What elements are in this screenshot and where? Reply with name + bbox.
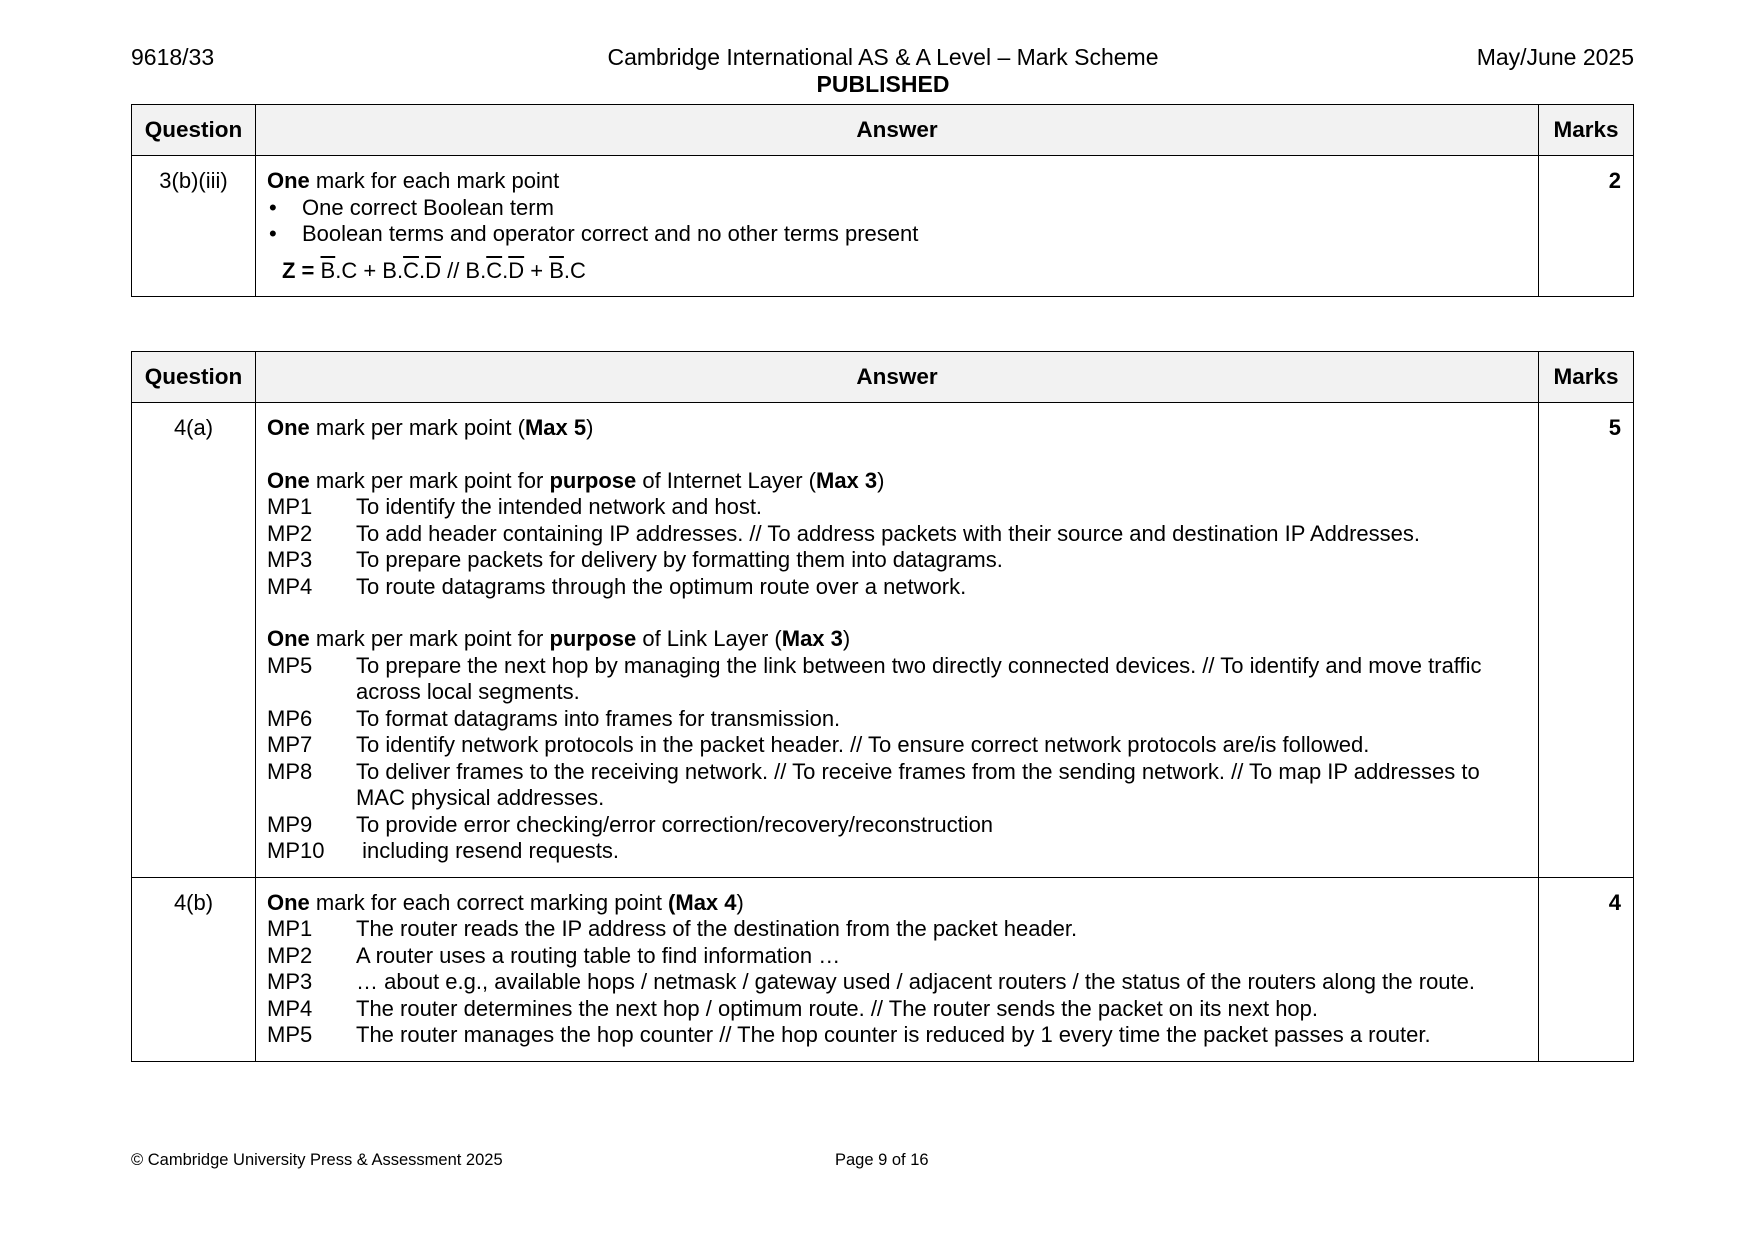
intro-text: mark per mark point ( (309, 415, 525, 440)
mark-point (267, 732, 1528, 759)
expr-lhs: Z = (282, 257, 315, 283)
table-header-row (132, 352, 1634, 403)
question-column-header: Question (132, 352, 256, 403)
expr-not-c: $\overline{C}$ (486, 257, 503, 283)
mark-point-label: MP10 (267, 838, 325, 863)
mark-point (267, 969, 1528, 996)
bullet-text: One correct Boolean term (302, 194, 554, 220)
intro-text: mark for each correct marking point (309, 889, 669, 915)
mark-point-text: To add header containing IP addresses. // To address packets with their source and destination IP Addresses. (356, 520, 1420, 546)
mark-point-label: MP6 (267, 705, 313, 731)
bullet-item (267, 195, 1528, 222)
bold-text: purpose (549, 626, 637, 651)
mark-point-label: MP9 (267, 811, 313, 837)
mark-point-text: To prepare packets for delivery by formatting them into datagrams. (356, 547, 1003, 572)
bold-text: purpose (549, 467, 637, 493)
bullet-icon: • (269, 194, 277, 220)
mark-point-label: MP4 (267, 995, 313, 1021)
mark-point-text: including resend requests. (356, 838, 619, 863)
copyright-footer: © Cambridge University Press & Assessment 2025 (131, 1151, 503, 1169)
heading-text: of Internet Layer ( (636, 467, 816, 493)
heading-text: ) (842, 626, 851, 651)
mark-point (267, 521, 1528, 548)
mark-point-text: To deliver frames to the receiving network. // To receive frames from the sending network. // To map IP addresses to MAC physical addresses. (356, 758, 1480, 810)
marks-value: 5 (1539, 403, 1634, 878)
answer-column-header: Answer (256, 105, 1539, 156)
bold-text: One (267, 467, 310, 493)
expr-not-d: $\overline{D}$ (425, 257, 441, 283)
expr-part: .C (563, 257, 586, 283)
mark-point (267, 996, 1528, 1023)
mark-point-label: MP3 (267, 547, 313, 572)
question-number: 3(b)(iii) (132, 156, 256, 297)
marks-column-header: Marks (1539, 352, 1634, 403)
mark-point (267, 706, 1528, 733)
mark-scheme-table-q4 (131, 351, 1634, 1062)
expr-not-b: $\overline{B}$ (320, 257, 336, 283)
mark-point-label: MP4 (267, 573, 313, 599)
mark-point (267, 1022, 1528, 1049)
mark-point-text: A router uses a routing table to find information … (356, 942, 841, 968)
bullet-text: Boolean terms and operator correct and no other terms present (302, 221, 919, 246)
mark-point-label: MP7 (267, 732, 313, 757)
mark-point (267, 759, 1528, 812)
mark-point (267, 574, 1528, 601)
mark-point-text: The router determines the next hop / optimum route. // The router sends the packet on its next hop. (356, 995, 1319, 1021)
marks-value: 2 (1539, 156, 1634, 297)
expr-part: // B. (440, 257, 487, 283)
internet-layer-heading (267, 468, 1528, 495)
mark-point-text: To format datagrams into frames for transmission. (356, 705, 841, 731)
mark-point-text: … about e.g., available hops / netmask / gateway used / adjacent routers / the status of the routers along the route. (356, 969, 1476, 994)
paper-code: 9618/33 (131, 44, 215, 70)
bold-text: Max 5 (524, 415, 587, 440)
table-row (132, 403, 1634, 878)
mark-point (267, 653, 1528, 706)
mark-point-label: MP3 (267, 969, 313, 994)
bullet-icon: • (269, 221, 277, 246)
mark-point-text: To prepare the next hop by managing the link between two directly connected devices. // To identify and move traffic across local segments. (356, 652, 1482, 704)
expr-part: + (524, 257, 550, 283)
mark-point (267, 812, 1528, 839)
mark-point-text: To route datagrams through the optimum route over a network. (356, 573, 967, 599)
expr-not-b: $\overline{B}$ (549, 257, 564, 283)
question-number: 4(b) (132, 877, 256, 1061)
bold-text: Max 3 (816, 467, 878, 493)
answer-intro (267, 415, 1528, 442)
bold-text: One (267, 168, 310, 193)
bold-text: One (267, 626, 310, 651)
document-title: Cambridge International AS & A Level – Mark Scheme (607, 44, 1159, 70)
mark-point-label: MP2 (267, 942, 313, 968)
exam-session: May/June 2025 (1476, 44, 1634, 70)
bold-text: One (267, 889, 310, 915)
intro-text: ) (736, 889, 744, 915)
mark-point (267, 838, 1528, 865)
heading-text: mark per mark point for (309, 467, 550, 493)
published-label: PUBLISHED (816, 71, 950, 97)
mark-point-text: The router reads the IP address of the destination from the packet header. (356, 916, 1078, 941)
marks-value: 4 (1539, 877, 1634, 1061)
answer-cell (256, 877, 1539, 1061)
mark-point-text: To identify network protocols in the packet header. // To ensure correct network protocols are/is followed. (356, 732, 1370, 757)
expr-part: . (418, 257, 426, 283)
table-header-row (132, 105, 1634, 156)
answer-intro (267, 890, 1528, 917)
mark-point-label: MP8 (267, 758, 313, 784)
mark-point (267, 494, 1528, 521)
question-column-header: Question (132, 105, 256, 156)
page-number: Page 9 of 16 (835, 1151, 929, 1169)
mark-point-text: To provide error checking/error correction/recovery/reconstruction (356, 811, 994, 837)
intro-text: ) (586, 415, 594, 440)
marks-column-header: Marks (1539, 105, 1634, 156)
expr-part: .C + B. (335, 257, 404, 283)
mark-point-label: MP1 (267, 916, 313, 941)
heading-text: ) (877, 467, 885, 493)
expr-not-c: $\overline{C}$ (403, 257, 419, 283)
answer-cell (256, 403, 1539, 878)
mark-point (267, 943, 1528, 970)
expr-part: . (502, 257, 509, 283)
mark-scheme-table-q3 (131, 104, 1634, 297)
question-number: 4(a) (132, 403, 256, 878)
mark-point-label: MP5 (267, 1022, 313, 1047)
bold-text: One (267, 415, 310, 440)
bullet-item (267, 221, 1528, 248)
mark-point-text: The router manages the hop counter // The hop counter is reduced by 1 every time the packet passes a router. (356, 1022, 1431, 1047)
intro-text: mark for each mark point (309, 168, 560, 193)
bold-text: (Max 4 (668, 889, 737, 915)
answer-cell (256, 156, 1539, 297)
mark-point-label: MP1 (267, 494, 313, 519)
table-row (132, 156, 1634, 297)
table-row (132, 877, 1634, 1061)
bold-text: Max 3 (781, 626, 843, 651)
boolean-expression (267, 258, 1528, 285)
expr-not-d: $\overline{D}$ (508, 257, 525, 283)
mark-point-label: MP5 (267, 652, 313, 678)
answer-intro (267, 168, 1528, 195)
link-layer-heading (267, 626, 1528, 653)
answer-column-header: Answer (256, 352, 1539, 403)
mark-point (267, 916, 1528, 943)
mark-point (267, 547, 1528, 574)
heading-text: of Link Layer ( (636, 626, 782, 651)
mark-point-text: To identify the intended network and host. (356, 494, 763, 519)
heading-text: mark per mark point for (309, 626, 550, 651)
mark-point-label: MP2 (267, 520, 313, 546)
